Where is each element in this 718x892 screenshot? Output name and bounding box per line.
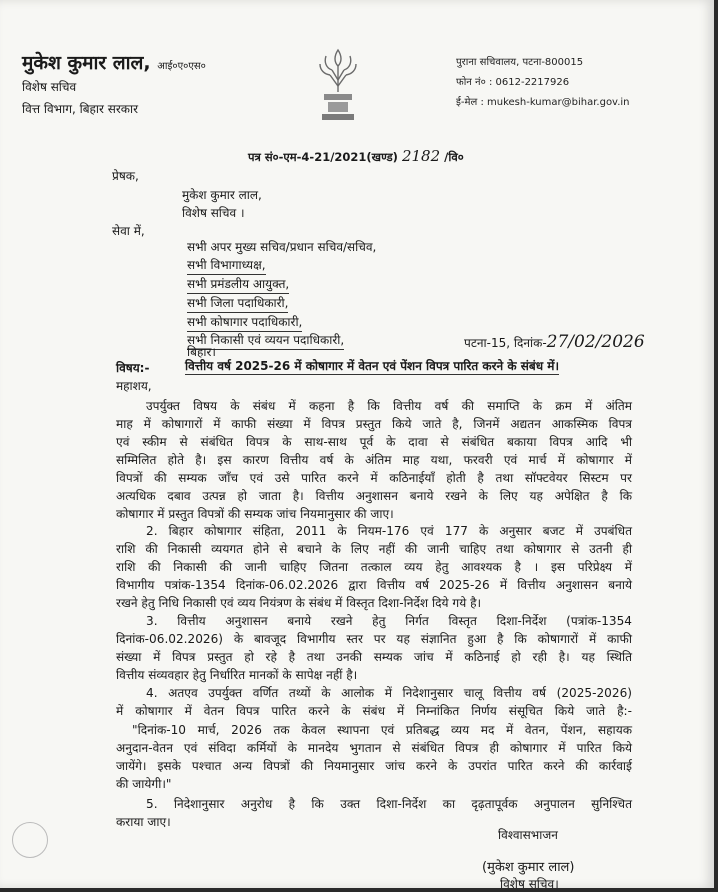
bihar-emblem-icon <box>312 46 364 126</box>
body-line: दिनांक-06.02.2026) के बावजूद विभागीय स्तर पर यह संज्ञानित हुआ है कि कोषागारों में काफी <box>116 632 632 646</box>
body-line: 2. बिहार कोषागार संहिता, 2011 के नियम-176 एवं 177 के अनुसार बजट में उपबंधित <box>146 524 632 538</box>
body-line: रखने हेतु निधि निकासी एवं व्यय नियंत्रण के संबंध में विस्तृत दिशा-निर्देश दिये गये है। <box>116 596 482 610</box>
body-line: संख्या में विपत्र प्रस्तुत हो रहे है तथा उनकी सम्यक जांच में कठिनाई हो रही है। यह स्थिति <box>116 650 632 664</box>
body-line: विभागीय पत्रांक-1354 दिनांक-06.02.2026 द्वारा वित्तीय वर्ष 2025-26 में वित्तीय अनुशासन बनाये <box>116 578 632 592</box>
body-line: कोषागार में प्रस्तुत विपत्रों की सम्यक जांच नियमानुसार की जाए। <box>116 507 394 521</box>
recipient: सभी प्रमंडलीय आयुक्त, <box>187 275 289 294</box>
recipient: सभी कोषागार पदाधिकारी, <box>187 313 302 332</box>
body-line: वित्तीय संव्यवहार हेतु निर्धारित मानकों के सापेक्ष नहीं है। <box>116 668 358 682</box>
body-line: एवं स्कीम से संबंधित विपत्र के साथ-साथ पूर्व के दावा से संबंधित बकाया विपत्र आदि भी <box>116 435 632 449</box>
body-line: विपत्रों की सम्यक जाँच एवं उसे पारित करने में कठिनाईयाँ होती है तथा सॉफ्टवेयर सिस्टम पर <box>116 471 632 485</box>
sender-department: वित्त विभाग, बिहार सरकार <box>22 102 139 116</box>
body-line: उपर्युक्त विषय के संबंध में कहना है कि वित्तीय वर्ष की समाप्ति के क्रम में अंतिम <box>146 399 632 413</box>
from-label: प्रेषक, <box>112 169 139 183</box>
body-line: 4. अतएव उपर्युक्त वर्णित तथ्यों के आलोक में निदेशानुसार चालू वित्तीय वर्ष (2025-2026) <box>146 686 632 700</box>
sender-name-suffix: आई०ए०एस० <box>157 61 206 72</box>
letter-number-handwritten: 2182 <box>401 147 441 165</box>
body-line: अत्यधिक दबाव उत्पन्न हो जाता है। वित्तीय अनुशासन बनाये रखने के लिए यह अपेक्षित है कि <box>116 489 632 503</box>
salutation: महाशय, <box>116 379 152 393</box>
body-line: जायेंगे। इसके पश्चात अन्य विपत्रों की नियमानुसार जांच करने के उपरांत पारित करने की कार्रवाई <box>116 759 632 773</box>
letter-number-suffix: /वि० <box>444 150 464 164</box>
place-date <box>464 332 645 352</box>
from-designation: विशेष सचिव । <box>182 206 245 220</box>
signature-name: (मुकेश कुमार लाल) <box>482 860 575 875</box>
body-line: में कोषागार में वेतन विपत्र पारित करने के संबंध में निम्नांकित निर्णय संसूचित किये जाते है:- <box>116 704 632 718</box>
signature-designation: विशेष सचिव। <box>500 877 559 891</box>
body-line: सम्मिलित होते है। इस कारण वित्तीय वर्ष के अंतिम माह यथा, फरवरी एवं मार्च में कोषागार में <box>116 453 632 467</box>
recipient: सभी निकासी एवं व्ययन पदाधिकारी, <box>187 331 344 350</box>
subject-label: विषय:- <box>116 361 150 375</box>
recipient: बिहार। <box>187 345 216 359</box>
body-line: 5. निदेशानुसार अनुरोध है कि उक्त दिशा-निर्देश का दृढ़तापूर्वक अनुपालन सुनिश्चित <box>146 797 632 811</box>
letter-number <box>248 147 464 165</box>
to-label: सेवा में, <box>112 224 145 238</box>
circle-mark <box>12 822 48 858</box>
place-date-label: पटना-15, दिनांक- <box>464 336 547 350</box>
address-email: ई-मेल : mukesh-kumar@bihar.gov.in <box>456 97 630 108</box>
sender-designation: विशेष सचिव <box>22 80 77 94</box>
from-name: मुकेश कुमार लाल, <box>182 188 262 202</box>
address-phone: फोन नं० : 0612-2217926 <box>456 77 570 88</box>
subject-text: वित्तीय वर्ष 2025-26 में कोषागार में वेतन एवं पेंशन विपत्र पारित करने के संबंध में। <box>185 359 559 373</box>
address-office: पुराना सचिवालय, पटना-800015 <box>456 57 584 68</box>
closing: विश्वासभाजन <box>498 828 558 842</box>
body-line: राशि की निकासी व्ययगत होने से बचाने के लिए नहीं की जानी चाहिए तथा कोषागार से उतनी ही <box>116 542 632 556</box>
body-line: माह में कोषागारों में काफी संख्या में विपत्र प्रस्तुत किये जाते है, जिनमें अद्यतन आकस्मिक विपत्र <box>116 417 632 431</box>
body-line: "दिनांक-10 मार्च, 2026 तक केवल स्थापना एवं प्रतिबद्ध व्यय मद में वेतन, पेंशन, सहायक <box>132 723 632 737</box>
body-line: राशि की निकासी की जानी चाहिए जितना तत्काल व्यय हेतु आवश्यक है । इस परिप्रेक्ष्य में <box>116 560 632 574</box>
recipient: सभी विभागाध्यक्ष, <box>187 256 266 275</box>
recipient: सभी जिला पदाधिकारी, <box>187 294 288 313</box>
body-line: 3. वित्तीय अनुशासन बनाये रखने हेतु निर्गत विस्तृत दिशा-निर्देश (पत्रांक-1354 <box>146 614 632 628</box>
body-line: अनुदान-वेतन एवं संविदा कर्मियों के मानदेय भुगतान से संबंधित विपत्र ही कोषागार में पारित किये <box>116 741 632 755</box>
body-line: की जायेगी।" <box>116 777 172 791</box>
body-line: कराया जाए। <box>116 815 171 829</box>
letter-number-prefix: पत्र सं०-एम-4-21/2021(खण्ड) <box>248 150 398 164</box>
date-handwritten: 27/02/2026 <box>546 332 645 352</box>
sender-name: मुकेश कुमार लाल, आई०ए०एस० <box>22 52 206 74</box>
recipient: सभी अपर मुख्य सचिव/प्रधान सचिव/सचिव, <box>187 240 377 254</box>
